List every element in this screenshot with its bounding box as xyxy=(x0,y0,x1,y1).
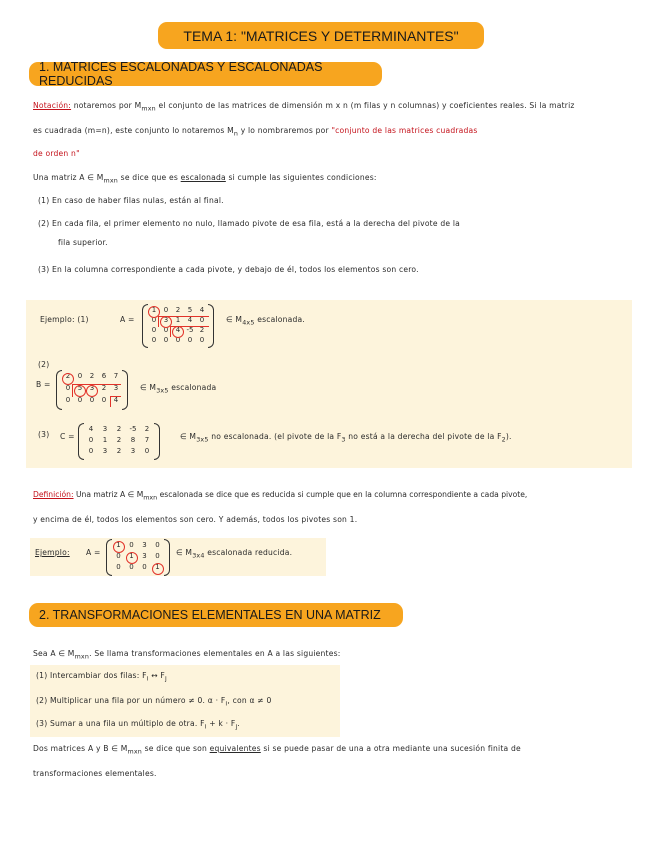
page-title-text: TEMA 1: "MATRICES Y DETERMINANTES" xyxy=(183,27,459,44)
ex3-cell: -5 xyxy=(129,425,137,433)
notacion-line-3: de orden n" xyxy=(33,149,80,158)
equiv-underlined: equivalentes xyxy=(209,744,261,753)
equivalentes-line-1 xyxy=(33,745,521,756)
line2-rest: y lo nombraremos por xyxy=(240,126,329,135)
ex2-cell: 0 xyxy=(89,396,95,404)
equiv-end: si se puede pasar de una a otra mediante una sucesión finita de xyxy=(263,744,521,753)
ex4-cell: 0 xyxy=(116,563,121,571)
equiv-sub: mxn xyxy=(127,748,142,756)
ex4-cell: 0 xyxy=(142,563,147,571)
ex3-cell: 0 xyxy=(144,447,150,455)
ex2-lhs: B = xyxy=(36,380,51,389)
ex3-end: ). xyxy=(505,432,512,441)
s2-intro xyxy=(33,650,341,661)
t1-sub2: j xyxy=(164,675,167,683)
ex3-num: (3) xyxy=(38,430,50,439)
section-1-heading-text: 1. MATRICES ESCALONADAS Y ESCALONADAS REDUCIDAS xyxy=(39,60,323,88)
ex2-cell: 5 xyxy=(77,384,83,392)
ex1-cell: 1 xyxy=(175,316,181,324)
ex3-cell: 0 xyxy=(88,447,94,455)
ex2-cell: 3 xyxy=(113,384,119,392)
t2-text: (2) Multiplicar una fila por un número ≠ 0. α · F xyxy=(36,696,226,705)
condition-1: (1) En caso de haber filas nulas, están al final. xyxy=(38,196,224,205)
def-sub: mxn xyxy=(103,177,119,185)
section-1-heading xyxy=(29,62,382,86)
ex1-stair-2 xyxy=(170,326,209,337)
t3-end: . xyxy=(237,719,241,728)
def-underlined: escalonada xyxy=(180,173,226,182)
condition-2: (2) En cada fila, el primer elemento no nulo, llamado pivote de esa fila, está a la derecha del pivote de la xyxy=(38,219,461,228)
ex3-cell: 3 xyxy=(102,425,108,433)
definicion-line-1 xyxy=(33,491,527,502)
t2-sub: i xyxy=(225,700,228,708)
ex1-cell: 0 xyxy=(175,336,181,344)
t1-mid: ↔ F xyxy=(148,671,165,680)
equiv-mid: se dice que son xyxy=(144,744,207,753)
ex2-cell: 2 xyxy=(89,372,95,380)
ex3-text2: no está a la derecha del pivote de la F xyxy=(348,432,502,441)
ex2-in: ∈ M xyxy=(140,383,157,392)
ex3-in: ∈ M xyxy=(180,432,197,441)
ex3-sub: 3x5 xyxy=(196,436,209,444)
ex2-cell: 0 xyxy=(77,372,83,380)
ex2-cell: 0 xyxy=(65,384,71,392)
ex3-matrix xyxy=(84,425,154,458)
ex2-cell: 3 xyxy=(89,384,95,392)
ex3-text: no escalonada. (el pivote de la F xyxy=(211,432,342,441)
definicion-rest: escalonada se dice que es reducida si cumple que en la columna correspondiente a cada pivote, xyxy=(159,490,528,499)
ex4-cell: 0 xyxy=(129,563,134,571)
ex4-pivot-ring-3 xyxy=(152,563,164,575)
equivalentes-line-2: transformaciones elementales. xyxy=(33,769,157,778)
t1-text: (1) Intercambiar dos filas: F xyxy=(36,671,147,680)
ex1-cell: -5 xyxy=(186,326,194,334)
ex2-cell: 0 xyxy=(101,396,107,404)
ex3-cell: 4 xyxy=(88,425,94,433)
line2-text: es cuadrada (m=n), este conjunto lo notaremos M xyxy=(33,126,234,135)
ex1-cell: 0 xyxy=(187,336,193,344)
ex4-pivot-ring-2 xyxy=(126,552,138,564)
equiv-start: Dos matrices A y B ∈ M xyxy=(33,744,128,753)
ex3-lhs: C = xyxy=(60,432,75,441)
ex3-cell: 2 xyxy=(116,425,122,433)
ex4-pivot-ring-1 xyxy=(113,541,125,553)
ex4-rhs xyxy=(176,549,292,560)
t3-mid: + k · F xyxy=(206,719,236,728)
def-mid: se dice que es xyxy=(120,173,179,182)
ex1-cell: 0 xyxy=(151,336,157,344)
ex1-cell: 0 xyxy=(199,336,205,344)
ex1-sub: 4x5 xyxy=(242,319,255,327)
ex2-sub: 3x5 xyxy=(156,387,169,395)
definicion-sub: mxn xyxy=(143,494,158,502)
def-end: si cumple las siguientes condiciones: xyxy=(228,173,377,182)
condition-3: (3) En la columna correspondiente a cada pivote, y debajo de él, todos los elementos son cero. xyxy=(38,265,419,274)
ex2-cell: 2 xyxy=(65,372,71,380)
ex2-cell: 7 xyxy=(113,372,119,380)
ex2-stair-2 xyxy=(110,396,121,407)
ex1-rhs xyxy=(226,316,305,327)
s2-intro-sub: mxn xyxy=(74,653,90,661)
notacion-rest: el conjunto de las matrices de dimensión m x n (m filas y n columnas) y coeficientes reales. Si la matriz xyxy=(158,101,575,110)
s2-intro-rest: . Se llama transformaciones elementales en A a las siguientes: xyxy=(89,649,341,658)
ex3-sub3: 2 xyxy=(501,436,506,444)
ex1-cell: 2 xyxy=(199,326,205,334)
transform-2 xyxy=(36,697,271,708)
ex3-rhs xyxy=(180,433,512,444)
ex1-cell: 4 xyxy=(187,316,193,324)
t3-text: (3) Sumar a una fila un múltiplo de otra. F xyxy=(36,719,205,728)
ex1-cell: 0 xyxy=(151,326,157,334)
ex4-text: escalonada reducida. xyxy=(207,548,293,557)
ex4-sub: 3x4 xyxy=(192,552,205,560)
ex2-text: escalonada xyxy=(171,383,217,392)
ex4-cell: 0 xyxy=(155,541,160,549)
ex1-cell: 2 xyxy=(175,306,181,314)
ex3-cell: 0 xyxy=(88,436,94,444)
ex3-cell: 2 xyxy=(116,447,122,455)
condition-2-cont: fila superior. xyxy=(58,238,108,247)
notacion-sub: mxn xyxy=(141,105,156,113)
line2-sub: n xyxy=(233,130,239,138)
ex3-cell: 2 xyxy=(116,436,122,444)
ex4-cell: 3 xyxy=(142,541,147,549)
ex3-cell: 3 xyxy=(130,447,136,455)
ex1-cell: 5 xyxy=(187,306,193,314)
ex4-in: ∈ M xyxy=(176,548,193,557)
ex1-cell: 0 xyxy=(163,336,169,344)
line2-red: "conjunto de las matrices cuadradas xyxy=(331,126,478,135)
ex1-cell: 0 xyxy=(151,316,157,324)
ex4-cell: 3 xyxy=(142,552,147,560)
ex3-cell: 3 xyxy=(102,447,108,455)
ex3-cell: 7 xyxy=(144,436,150,444)
ex3-cell: 1 xyxy=(102,436,108,444)
def-start: Una matriz A ∈ M xyxy=(33,173,104,182)
def-escalonada xyxy=(33,174,377,185)
ex3-cell: 8 xyxy=(130,436,136,444)
ex2-cell: 6 xyxy=(101,372,107,380)
ex2-cell: 0 xyxy=(65,396,71,404)
ex2-cell: 4 xyxy=(113,396,119,404)
ex2-num: (2) xyxy=(38,360,50,369)
notacion-line-1 xyxy=(33,102,575,113)
ex1-in: ∈ M xyxy=(226,315,243,324)
ex1-cell: 0 xyxy=(199,316,205,324)
section-2-heading xyxy=(29,603,403,627)
ex1-cell: 3 xyxy=(163,316,169,324)
notacion-line-2 xyxy=(33,127,478,138)
t2-end: , con α ≠ 0 xyxy=(227,696,272,705)
transform-1 xyxy=(36,672,167,683)
definicion-line-2: y encima de él, todos los elementos son cero. Y además, todos los pivotes son 1. xyxy=(33,515,358,524)
ex4-cell: 0 xyxy=(116,552,121,560)
section-2-heading-text: 2. TRANSFORMACIONES ELEMENTALES EN UNA MATRIZ xyxy=(39,608,381,622)
definicion-text: Una matriz A ∈ M xyxy=(75,490,144,499)
ejemplo-label: Ejemplo: (1) xyxy=(40,315,89,324)
ex3-sub2: 3 xyxy=(341,436,346,444)
ex4-lhs: A = xyxy=(86,548,101,557)
ex1-cell: 0 xyxy=(163,326,169,334)
ex1-cell: 4 xyxy=(175,326,181,334)
ex4-cell: 1 xyxy=(129,552,134,560)
ex2-cell: 2 xyxy=(101,384,107,392)
ex4-cell: 1 xyxy=(155,563,160,571)
t3-sub2: j xyxy=(235,723,238,731)
ex2-cell: 0 xyxy=(77,396,83,404)
s2-intro-start: Sea A ∈ M xyxy=(33,649,75,658)
ejemplo2-label: Ejemplo: xyxy=(35,548,70,557)
ex1-cell: 1 xyxy=(151,306,157,314)
notacion-label: Notación: xyxy=(33,101,72,110)
t1-sub1: i xyxy=(146,675,149,683)
ex4-cell: 0 xyxy=(129,541,134,549)
ex3-cell: 2 xyxy=(144,425,150,433)
ex4-cell: 1 xyxy=(116,541,121,549)
page-title xyxy=(158,22,484,49)
t3-sub1: i xyxy=(204,723,207,731)
ex1-cell: 0 xyxy=(163,306,169,314)
notacion-text: notaremos por M xyxy=(73,101,142,110)
ex1-text: escalonada. xyxy=(257,315,305,324)
ex2-rhs xyxy=(140,384,216,395)
transform-3 xyxy=(36,720,240,731)
ex4-cell: 0 xyxy=(155,552,160,560)
ex1-lhs: A = xyxy=(120,315,135,324)
definicion-label: Definición: xyxy=(33,490,74,499)
ex1-cell: 4 xyxy=(199,306,205,314)
